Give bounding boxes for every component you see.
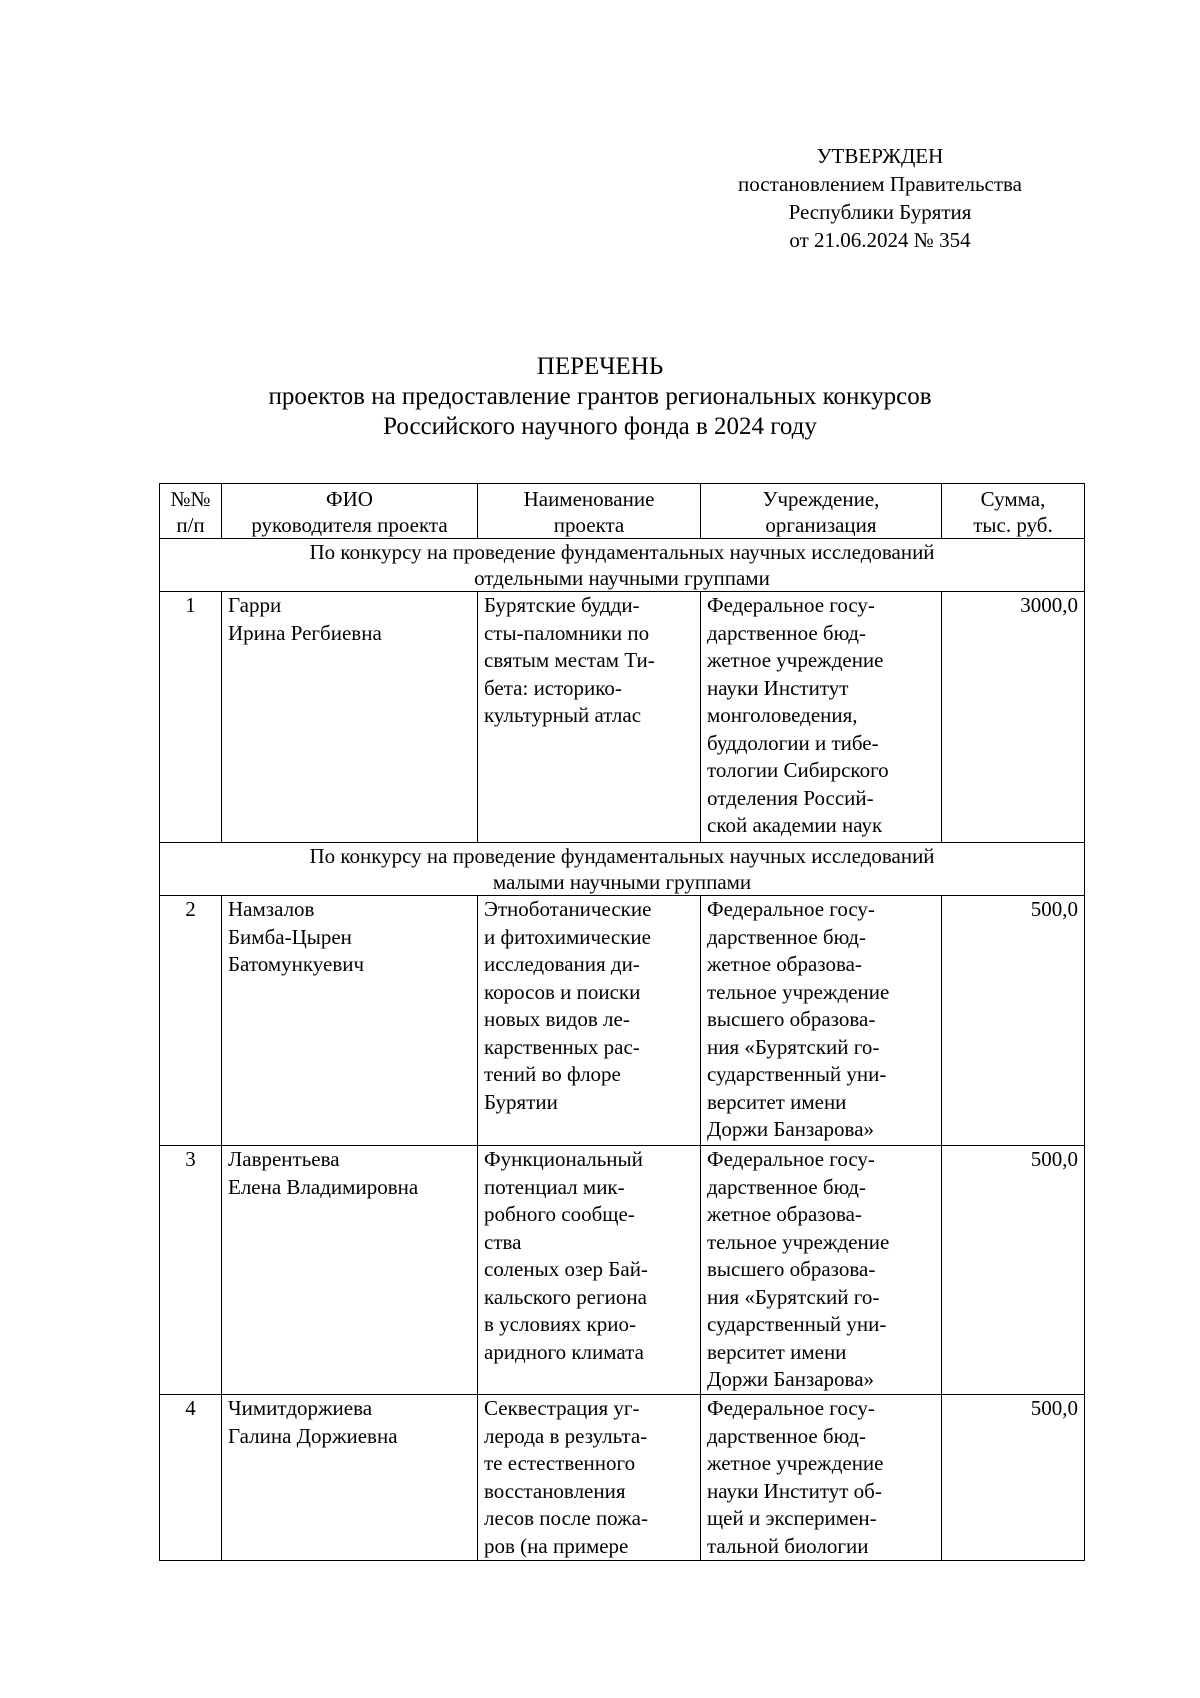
cell-sum: 500,0 [942,1146,1085,1395]
header-sum: Сумма, тыс. руб. [942,484,1085,539]
cell-fio: Чимитдоржиева Галина Доржиевна [222,1395,478,1561]
cell-num: 2 [160,896,222,1146]
cell-sum: 3000,0 [942,592,1085,843]
section-title: По конкурсу на проведение фундаментальных научных исследований отдельными научными группами [160,539,1085,592]
approval-line: Республики Бурятия [788,200,972,224]
table-header-row [160,484,1085,539]
cell-fio: Лаврентьева Елена Владимировна [222,1146,478,1395]
grants-table [159,483,1085,1561]
cell-num: 4 [160,1395,222,1561]
title-subtitle-line: проектов на предоставление грантов региональных конкурсов [268,383,932,410]
cell-sum: 500,0 [942,1395,1085,1561]
header-project: Наименование проекта [478,484,701,539]
header-fio: ФИО руководителя проекта [222,484,478,539]
title-main: ПЕРЕЧЕНЬ [536,353,664,380]
cell-org: Федеральное госу- дарственное бюд- жетное учреждение науки Институт монголоведения, буддологии и тибе- тологии Сибирского отделения Россий- ской академии наук [701,592,942,843]
table-row [160,1146,1085,1395]
table-row [160,1395,1085,1561]
cell-sum: 500,0 [942,896,1085,1146]
section-row [160,539,1085,592]
section-row [160,843,1085,896]
title-subtitle-line: Российского научного фонда в 2024 году [383,413,817,440]
approval-line: постановлением Правительства [737,172,1022,196]
approval-line: УТВЕРЖДЕН [816,144,944,168]
cell-project: Бурятские будди- сты-паломники по святым местам Ти- бета: историко- культурный атлас [478,592,701,843]
cell-num: 1 [160,592,222,843]
section-title: По конкурсу на проведение фундаментальных научных исследований малыми научными группами [160,843,1085,896]
approval-line: от 21.06.2024 № 354 [789,228,971,252]
header-org: Учреждение, организация [701,484,942,539]
table-row [160,592,1085,843]
cell-fio: Гарри Ирина Регбиевна [222,592,478,843]
document-title [100,352,1100,442]
cell-project: Секвестрация уг- лерода в результа- те естественного восстановления лесов после пожа- ров (на примере [478,1395,701,1561]
header-num: №№ п/п [160,484,222,539]
table-row [160,896,1085,1146]
cell-project: Этноботанические и фитохимические исследования ди- коросов и поиски новых видов ле- карственных рас- тений во флоре Бурятии [478,896,701,1146]
cell-project: Функциональный потенциал мик- робного сообще- ства соленых озер Бай- кальского региона в условиях крио- аридного климата [478,1146,701,1395]
cell-org: Федеральное госу- дарственное бюд- жетное учреждение науки Институт об- щей и эксперимен- тальной биологии [701,1395,942,1561]
cell-fio: Намзалов Бимба-Цырен Батомункуевич [222,896,478,1146]
cell-num: 3 [160,1146,222,1395]
approval-stamp [700,142,1060,254]
cell-org: Федеральное госу- дарственное бюд- жетное образова- тельное учреждение высшего образова- ния «Бурятский го- сударственный уни- верситет имени Доржи Банзарова» [701,896,942,1146]
cell-org: Федеральное госу- дарственное бюд- жетное образова- тельное учреждение высшего образова- ния «Бурятский го- сударственный уни- верситет имени Доржи Банзарова» [701,1146,942,1395]
